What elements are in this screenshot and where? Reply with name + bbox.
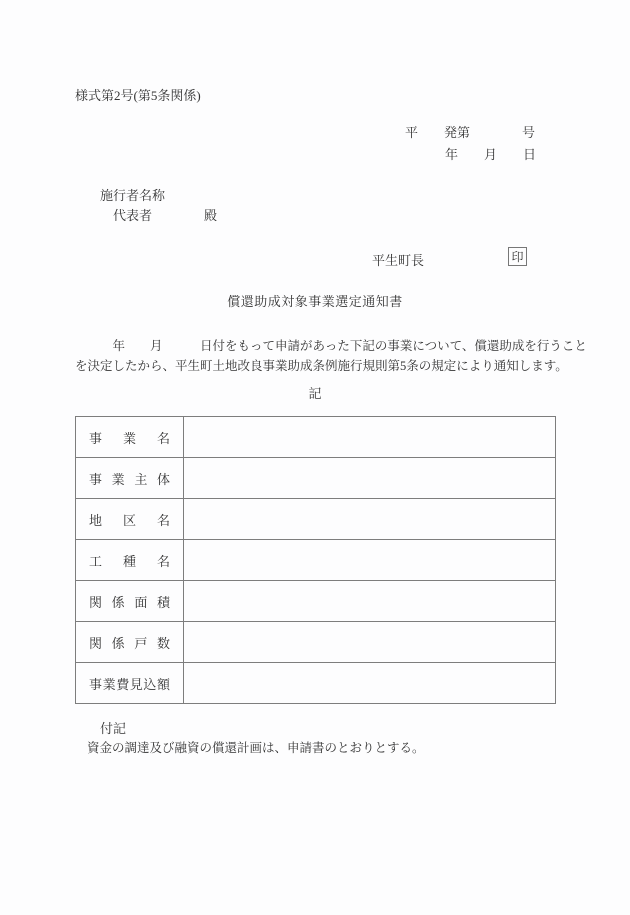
row-label-project-name: 事業名	[76, 417, 184, 458]
row-value-district-name	[184, 499, 556, 540]
row-label-work-type: 工種名	[76, 540, 184, 581]
table-row	[76, 458, 556, 499]
row-label-related-households: 関係戸数	[76, 622, 184, 663]
body-text-line-2: を決定したから、平生町土地改良事業助成条例施行規則第5条の規定により通知します。	[75, 359, 568, 373]
row-label-estimated-project-cost: 事業費見込額	[76, 663, 184, 704]
row-label-project-entity: 事業主体	[76, 458, 184, 499]
row-value-related-households	[184, 622, 556, 663]
official-seal-mark: 印	[508, 247, 527, 266]
table-row	[76, 499, 556, 540]
form-number: 様式第2号(第5条関係)	[75, 88, 201, 103]
body-text-line-1: 年 月 日付をもって申請があった下記の事業について、償還助成を行うこと	[75, 339, 587, 353]
project-details-table	[75, 416, 556, 704]
mayor-signature-label: 平生町長	[372, 253, 425, 268]
row-label-district-name: 地区名	[76, 499, 184, 540]
row-label-related-area: 関係面積	[76, 581, 184, 622]
table-row	[76, 622, 556, 663]
row-value-project-name	[184, 417, 556, 458]
table-row	[76, 540, 556, 581]
row-value-related-area	[184, 581, 556, 622]
appendix-text: 資金の調達及び融資の償還計画は、申請書のとおりとする。	[87, 741, 425, 755]
row-value-estimated-project-cost	[184, 663, 556, 704]
record-marker: 記	[308, 386, 322, 401]
document-title: 償還助成対象事業選定通知書	[227, 294, 403, 309]
document-number-line: 平 発第 号	[405, 125, 536, 140]
document-date-line: 年 月 日	[445, 147, 537, 162]
executor-name-label: 施行者名称	[100, 188, 166, 203]
appendix-heading: 付記	[100, 721, 127, 736]
table-row	[76, 663, 556, 704]
table-row	[76, 581, 556, 622]
representative-addressee-label: 代表者 殿	[113, 208, 218, 223]
table-row	[76, 417, 556, 458]
row-value-work-type	[184, 540, 556, 581]
row-value-project-entity	[184, 458, 556, 499]
